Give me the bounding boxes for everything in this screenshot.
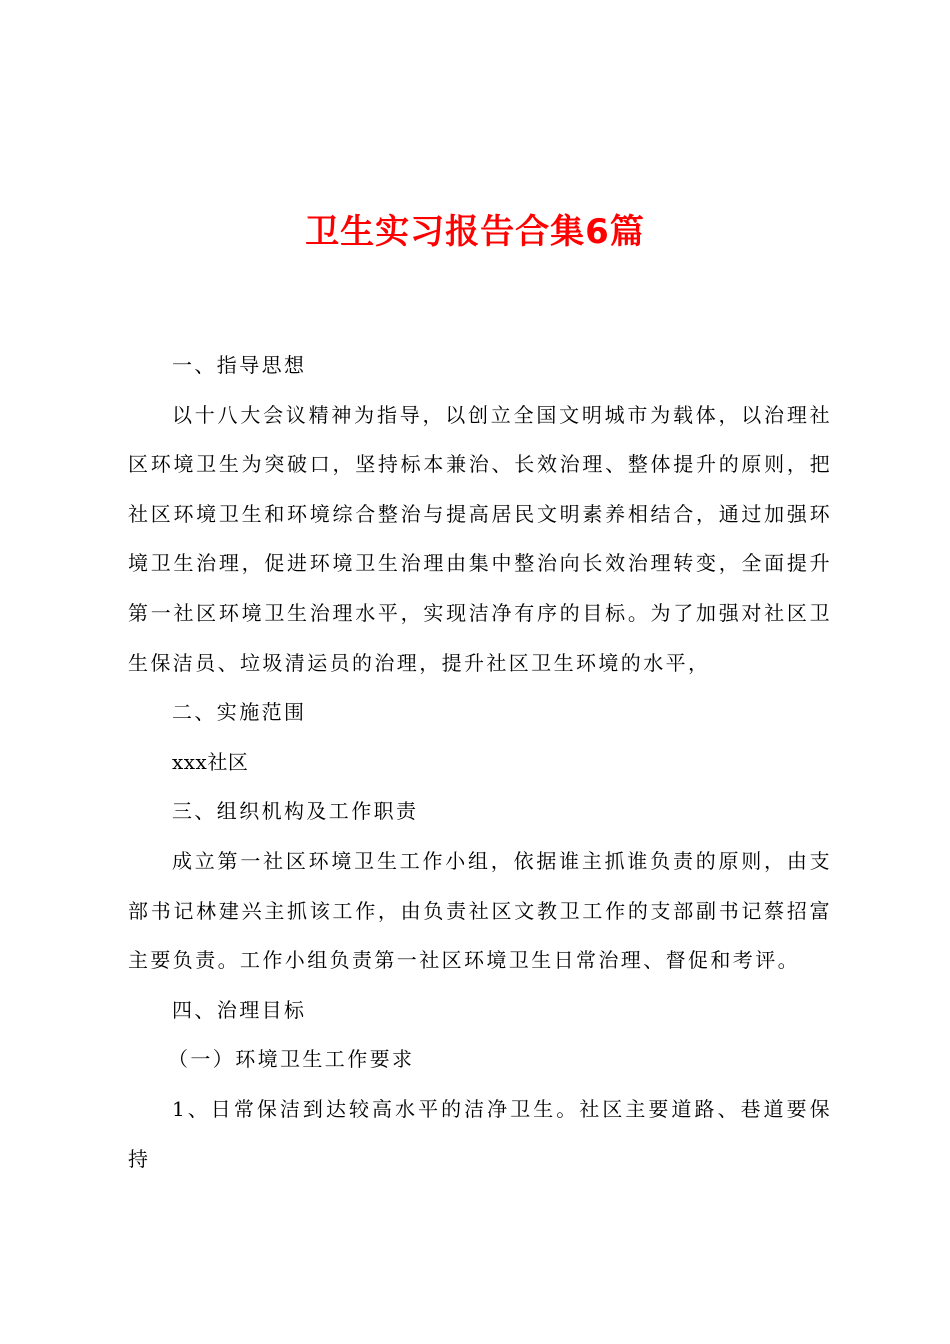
heading-scope: 二、实施范围 xyxy=(172,700,307,725)
subheading-sanitation-requirements: （一）环境卫生工作要求 xyxy=(168,1047,415,1072)
document-title: 卫生实习报告合集6篇 xyxy=(305,212,645,252)
paragraph-daily-cleaning: 1、日常保洁到达较高水平的洁净卫生。社区主要道路、巷道要保持 xyxy=(128,1096,832,1171)
paragraph-scope: xxx社区 xyxy=(172,749,249,774)
paragraph-organization: 成立第一社区环境卫生工作小组，依据谁主抓谁负责的原则，由支部书记林建兴主抓该工作，由负责社区文教卫工作的支部副书记蔡招富主要负责。工作小组负责第一社区环境卫生日常治理、督促和考评。 xyxy=(128,848,832,973)
heading-goals: 四、治理目标 xyxy=(172,997,307,1022)
heading-guiding-ideology: 一、指导思想 xyxy=(172,353,307,377)
paragraph-guiding-ideology: 以十八大会议精神为指导，以创立全国文明城市为载体，以治理社区环境卫生为突破口，坚持标本兼治、长效治理、整体提升的原则，把社区环境卫生和环境综合整治与提高居民文明素养相结合，通过加强环境卫生治理，促进环境卫生治理由集中整治向长效治理转变，全面提升第一社区环境卫生治理水平，实现洁净有序的目标。为了加强对社区卫生保洁员、垃圾清运员的治理，提升社区卫生环境的水平， xyxy=(128,402,832,675)
document-body xyxy=(128,341,832,1184)
heading-organization: 三、组织机构及工作职责 xyxy=(172,799,419,824)
